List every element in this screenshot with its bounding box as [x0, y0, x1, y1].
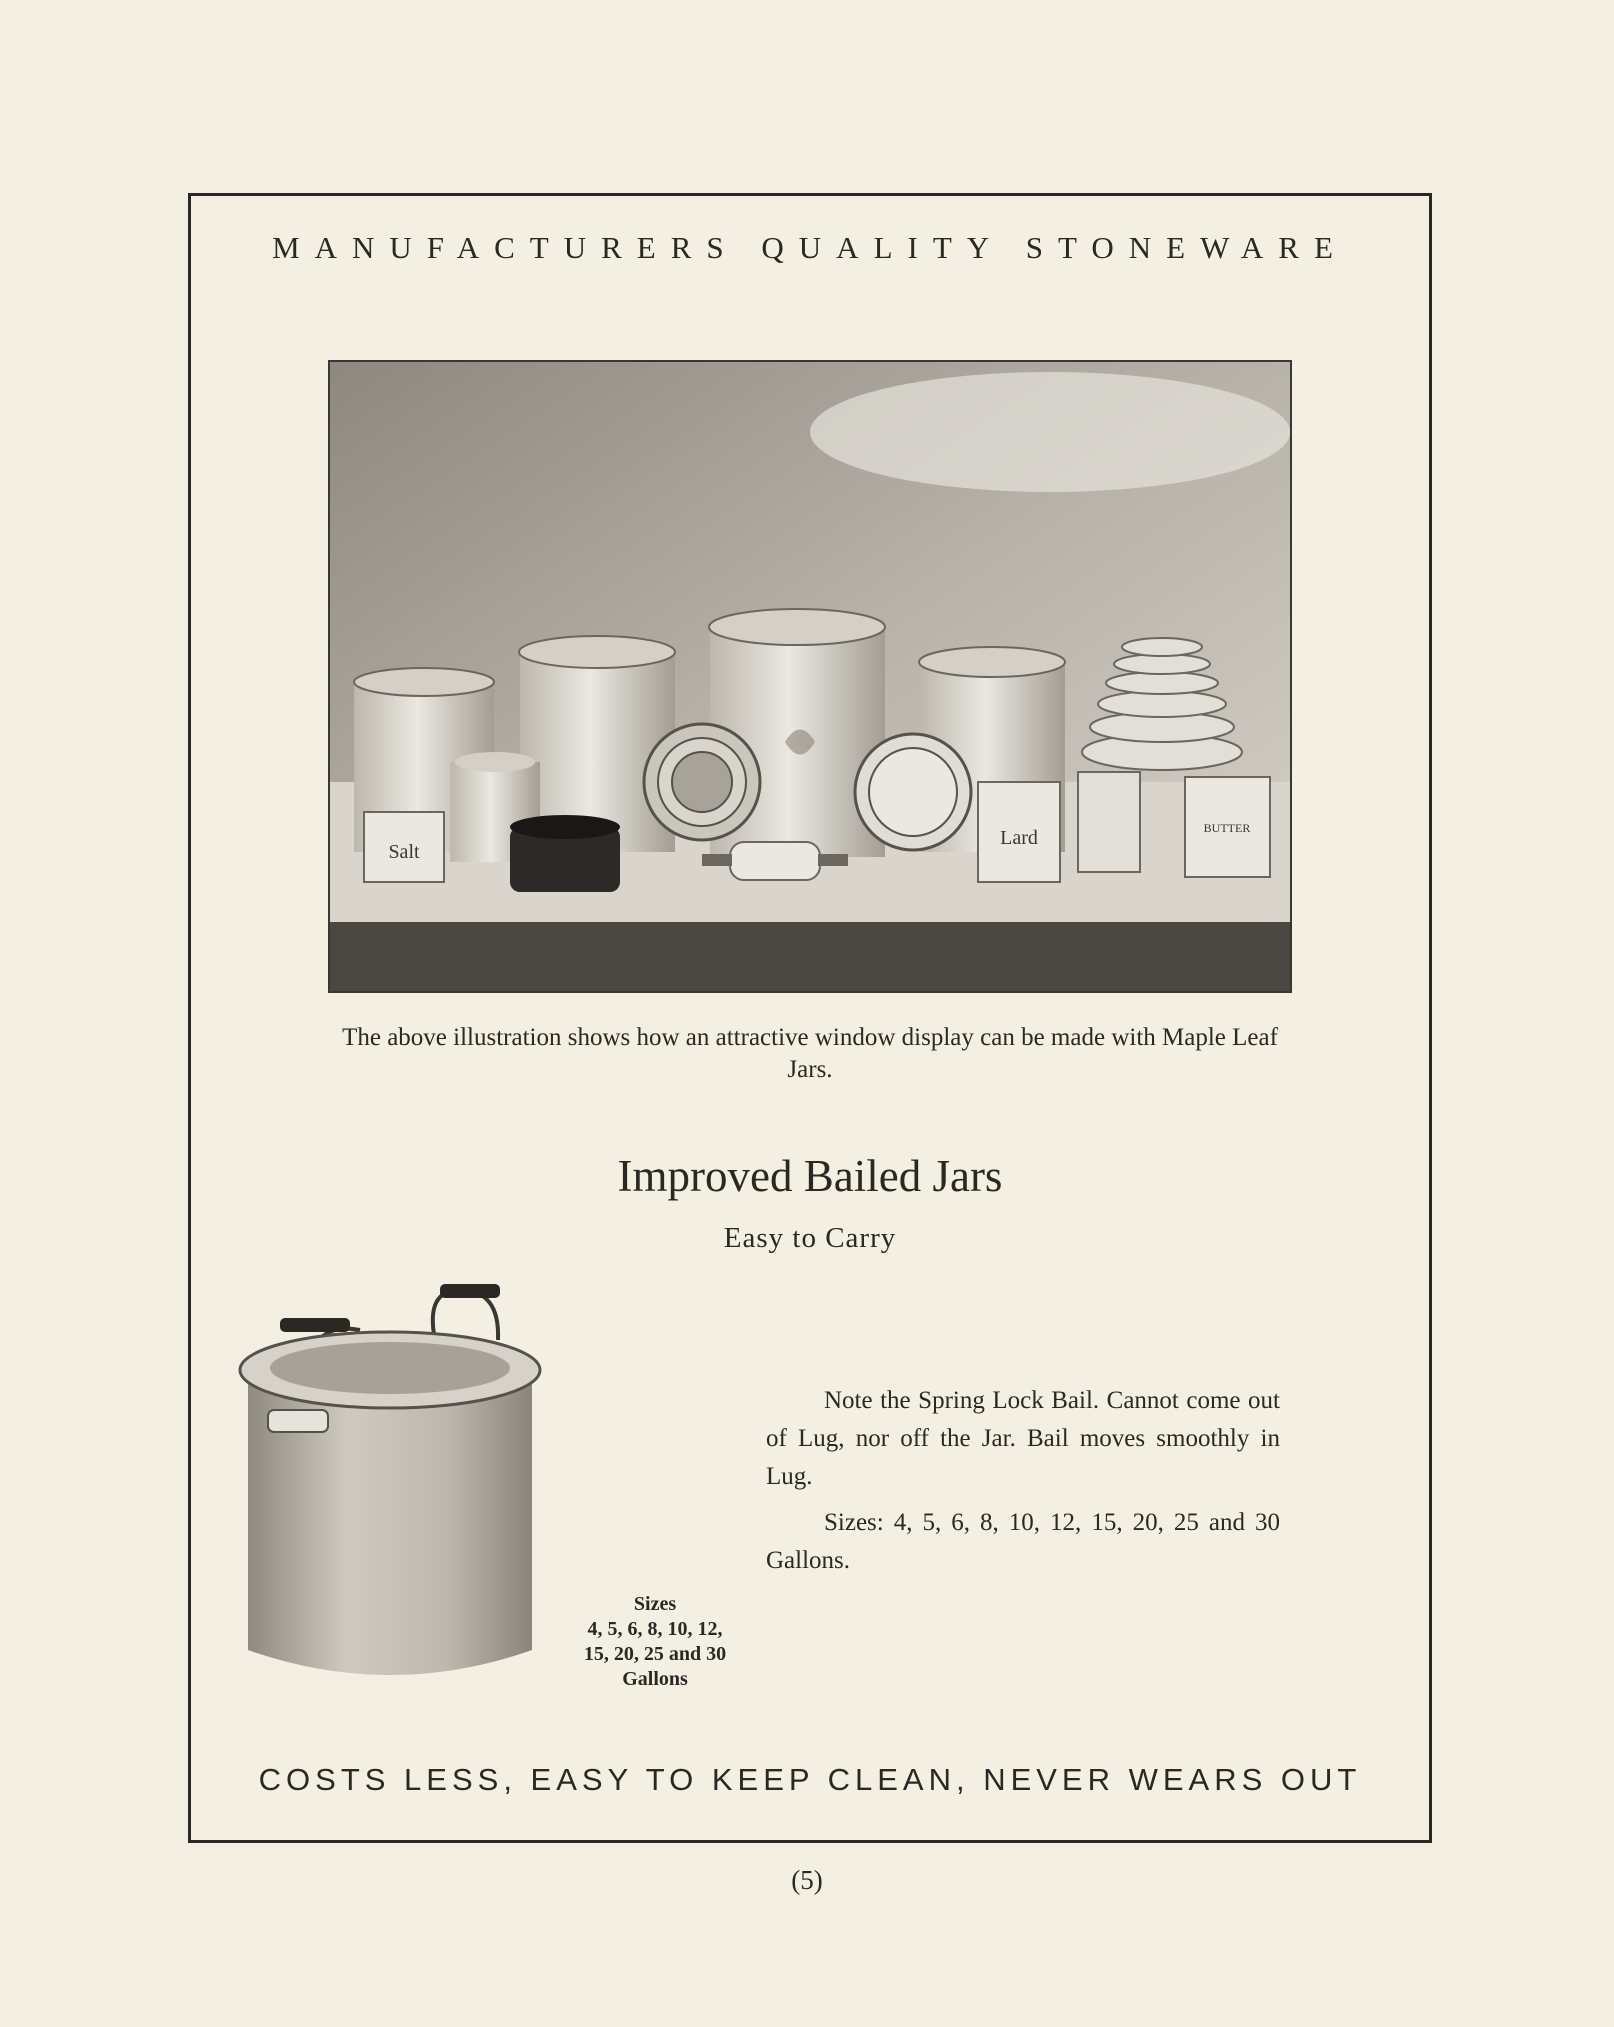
section-title: Improved Bailed Jars	[617, 1151, 1003, 1201]
salt-jar	[364, 812, 444, 882]
nested-bowls-right	[855, 734, 971, 850]
photo-caption: The above illustration shows how an attractive window display can be made with Maple Leaf Jars.	[342, 1024, 1278, 1083]
body-paragraph-1: Note the Spring Lock Bail. Cannot come out of Lug, nor off the Jar. Bail moves smoothly in Lug.	[766, 1387, 1280, 1490]
page-header: MANUFACTURERS QUALITY STONEWARE	[272, 230, 1348, 265]
body-text	[766, 1382, 1280, 1588]
body-paragraph-2: Sizes: 4, 5, 6, 8, 10, 12, 15, 20, 25 and 30 Gallons.	[766, 1509, 1280, 1574]
jar-sizes-line-3: Gallons	[622, 1668, 688, 1690]
svg-text:BUTTER: BUTTER	[1203, 821, 1251, 835]
butter-jar	[1185, 777, 1270, 877]
jar-sizes-line-1: 4, 5, 6, 8, 10, 12,	[587, 1618, 723, 1640]
page-number: (5)	[791, 1865, 823, 1895]
bailed-jar-illustration	[230, 1270, 560, 1710]
pitcher	[1078, 772, 1140, 872]
svg-text:Salt: Salt	[388, 841, 420, 863]
section-subtitle: Easy to Carry	[723, 1222, 897, 1254]
jar-sizes-line-2: 15, 20, 25 and 30	[583, 1643, 727, 1665]
window-display-photo	[328, 360, 1292, 993]
lard-jar	[978, 782, 1060, 882]
jar-sizes-heading: Sizes	[633, 1593, 677, 1615]
page-footer: COSTS LESS, EASY TO KEEP CLEAN, NEVER WEARS OUT	[258, 1762, 1362, 1797]
black-pot	[510, 815, 620, 892]
svg-text:Lard: Lard	[1000, 827, 1038, 849]
nested-bowls-left	[644, 724, 760, 840]
jar-sizes-label	[555, 1592, 755, 1692]
